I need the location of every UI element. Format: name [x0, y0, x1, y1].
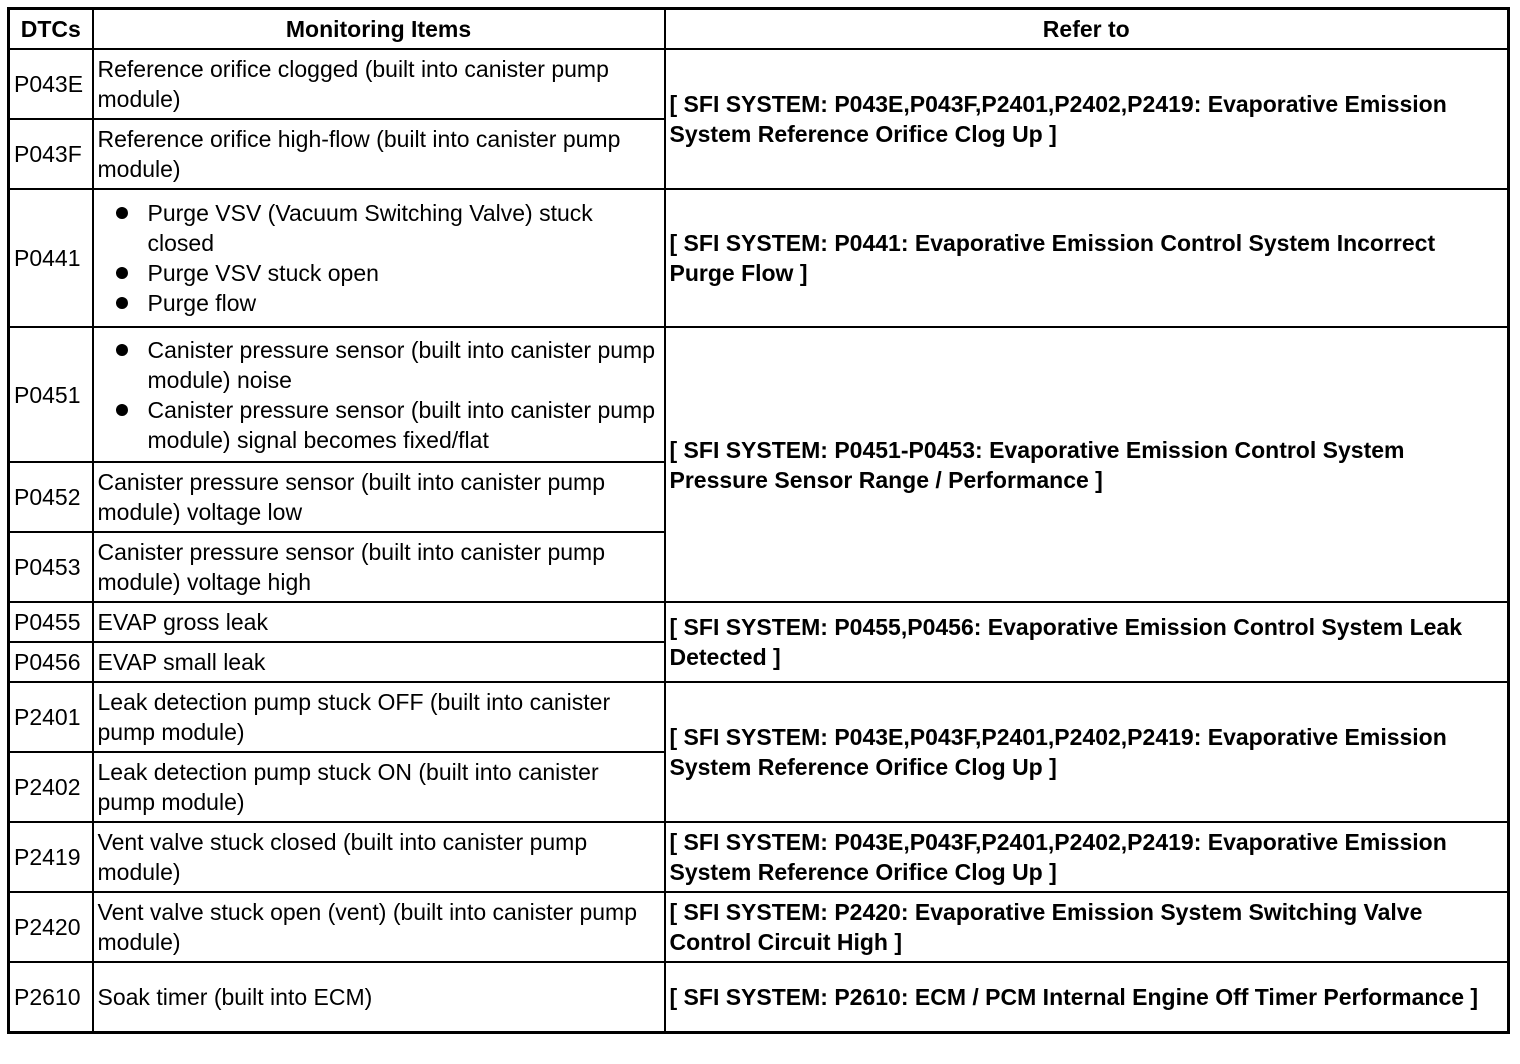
- list-item: Purge VSV stuck open: [98, 258, 660, 288]
- table-row: [9, 822, 1509, 892]
- refer-to-link[interactable]: [ SFI SYSTEM: P0455,P0456: Evaporative Emission Control System Leak Detected ]: [665, 602, 1509, 682]
- monitoring-item: Canister pressure sensor (built into canister pump module) voltage high: [93, 532, 665, 602]
- monitoring-item: EVAP gross leak: [93, 602, 665, 642]
- list-item: Canister pressure sensor (built into canister pump module) signal becomes fixed/flat: [98, 395, 660, 455]
- dtc-code: P0452: [9, 462, 93, 532]
- refer-to-link[interactable]: [ SFI SYSTEM: P2420: Evaporative Emission System Switching Valve Control Circuit High ]: [665, 892, 1509, 962]
- refer-to-link[interactable]: [ SFI SYSTEM: P043E,P043F,P2401,P2402,P2419: Evaporative Emission System Reference Orifice Clog Up ]: [665, 49, 1509, 189]
- monitoring-item: Leak detection pump stuck OFF (built into canister pump module): [93, 682, 665, 752]
- table-row: [9, 49, 1509, 119]
- bullet-list: [98, 198, 660, 318]
- table-row: [9, 892, 1509, 962]
- table-row: [9, 602, 1509, 642]
- list-item: Purge flow: [98, 288, 660, 318]
- monitoring-item: Reference orifice high-flow (built into canister pump module): [93, 119, 665, 189]
- refer-to-link[interactable]: [ SFI SYSTEM: P0451-P0453: Evaporative Emission Control System Pressure Sensor Range / Performance ]: [665, 327, 1509, 602]
- dtc-code: P0441: [9, 189, 93, 327]
- monitoring-item: [93, 189, 665, 327]
- refer-to-link[interactable]: [ SFI SYSTEM: P0441: Evaporative Emission Control System Incorrect Purge Flow ]: [665, 189, 1509, 327]
- header-row: [9, 9, 1509, 50]
- list-item: Canister pressure sensor (built into canister pump module) noise: [98, 335, 660, 395]
- monitoring-item: Soak timer (built into ECM): [93, 962, 665, 1033]
- dtc-code: P0456: [9, 642, 93, 682]
- bullet-list: [98, 335, 660, 455]
- monitoring-item: Vent valve stuck closed (built into canister pump module): [93, 822, 665, 892]
- dtc-code: P2419: [9, 822, 93, 892]
- dtc-code: P2402: [9, 752, 93, 822]
- dtc-code: P2610: [9, 962, 93, 1033]
- header-monitoring-items: Monitoring Items: [93, 9, 665, 50]
- refer-to-link[interactable]: [ SFI SYSTEM: P043E,P043F,P2401,P2402,P2419: Evaporative Emission System Reference Orifice Clog Up ]: [665, 822, 1509, 892]
- refer-to-link[interactable]: [ SFI SYSTEM: P2610: ECM / PCM Internal Engine Off Timer Performance ]: [665, 962, 1509, 1033]
- monitoring-item: EVAP small leak: [93, 642, 665, 682]
- dtc-code: P043E: [9, 49, 93, 119]
- monitoring-item: Reference orifice clogged (built into canister pump module): [93, 49, 665, 119]
- dtc-code: P2401: [9, 682, 93, 752]
- dtc-code: P0451: [9, 327, 93, 462]
- monitoring-item: Leak detection pump stuck ON (built into canister pump module): [93, 752, 665, 822]
- monitoring-item: Canister pressure sensor (built into canister pump module) voltage low: [93, 462, 665, 532]
- table-row: [9, 189, 1509, 327]
- header-dtcs: DTCs: [9, 9, 93, 50]
- list-item: Purge VSV (Vacuum Switching Valve) stuck closed: [98, 198, 660, 258]
- monitoring-item: Vent valve stuck open (vent) (built into canister pump module): [93, 892, 665, 962]
- header-refer-to: Refer to: [665, 9, 1509, 50]
- dtc-table: [7, 7, 1510, 1034]
- dtc-code: P0453: [9, 532, 93, 602]
- refer-to-link[interactable]: [ SFI SYSTEM: P043E,P043F,P2401,P2402,P2419: Evaporative Emission System Reference Orifice Clog Up ]: [665, 682, 1509, 822]
- dtc-code: P0455: [9, 602, 93, 642]
- table-row: [9, 682, 1509, 752]
- dtc-code: P2420: [9, 892, 93, 962]
- dtc-code: P043F: [9, 119, 93, 189]
- monitoring-item: [93, 327, 665, 462]
- table-row: [9, 327, 1509, 462]
- table-row: [9, 962, 1509, 1033]
